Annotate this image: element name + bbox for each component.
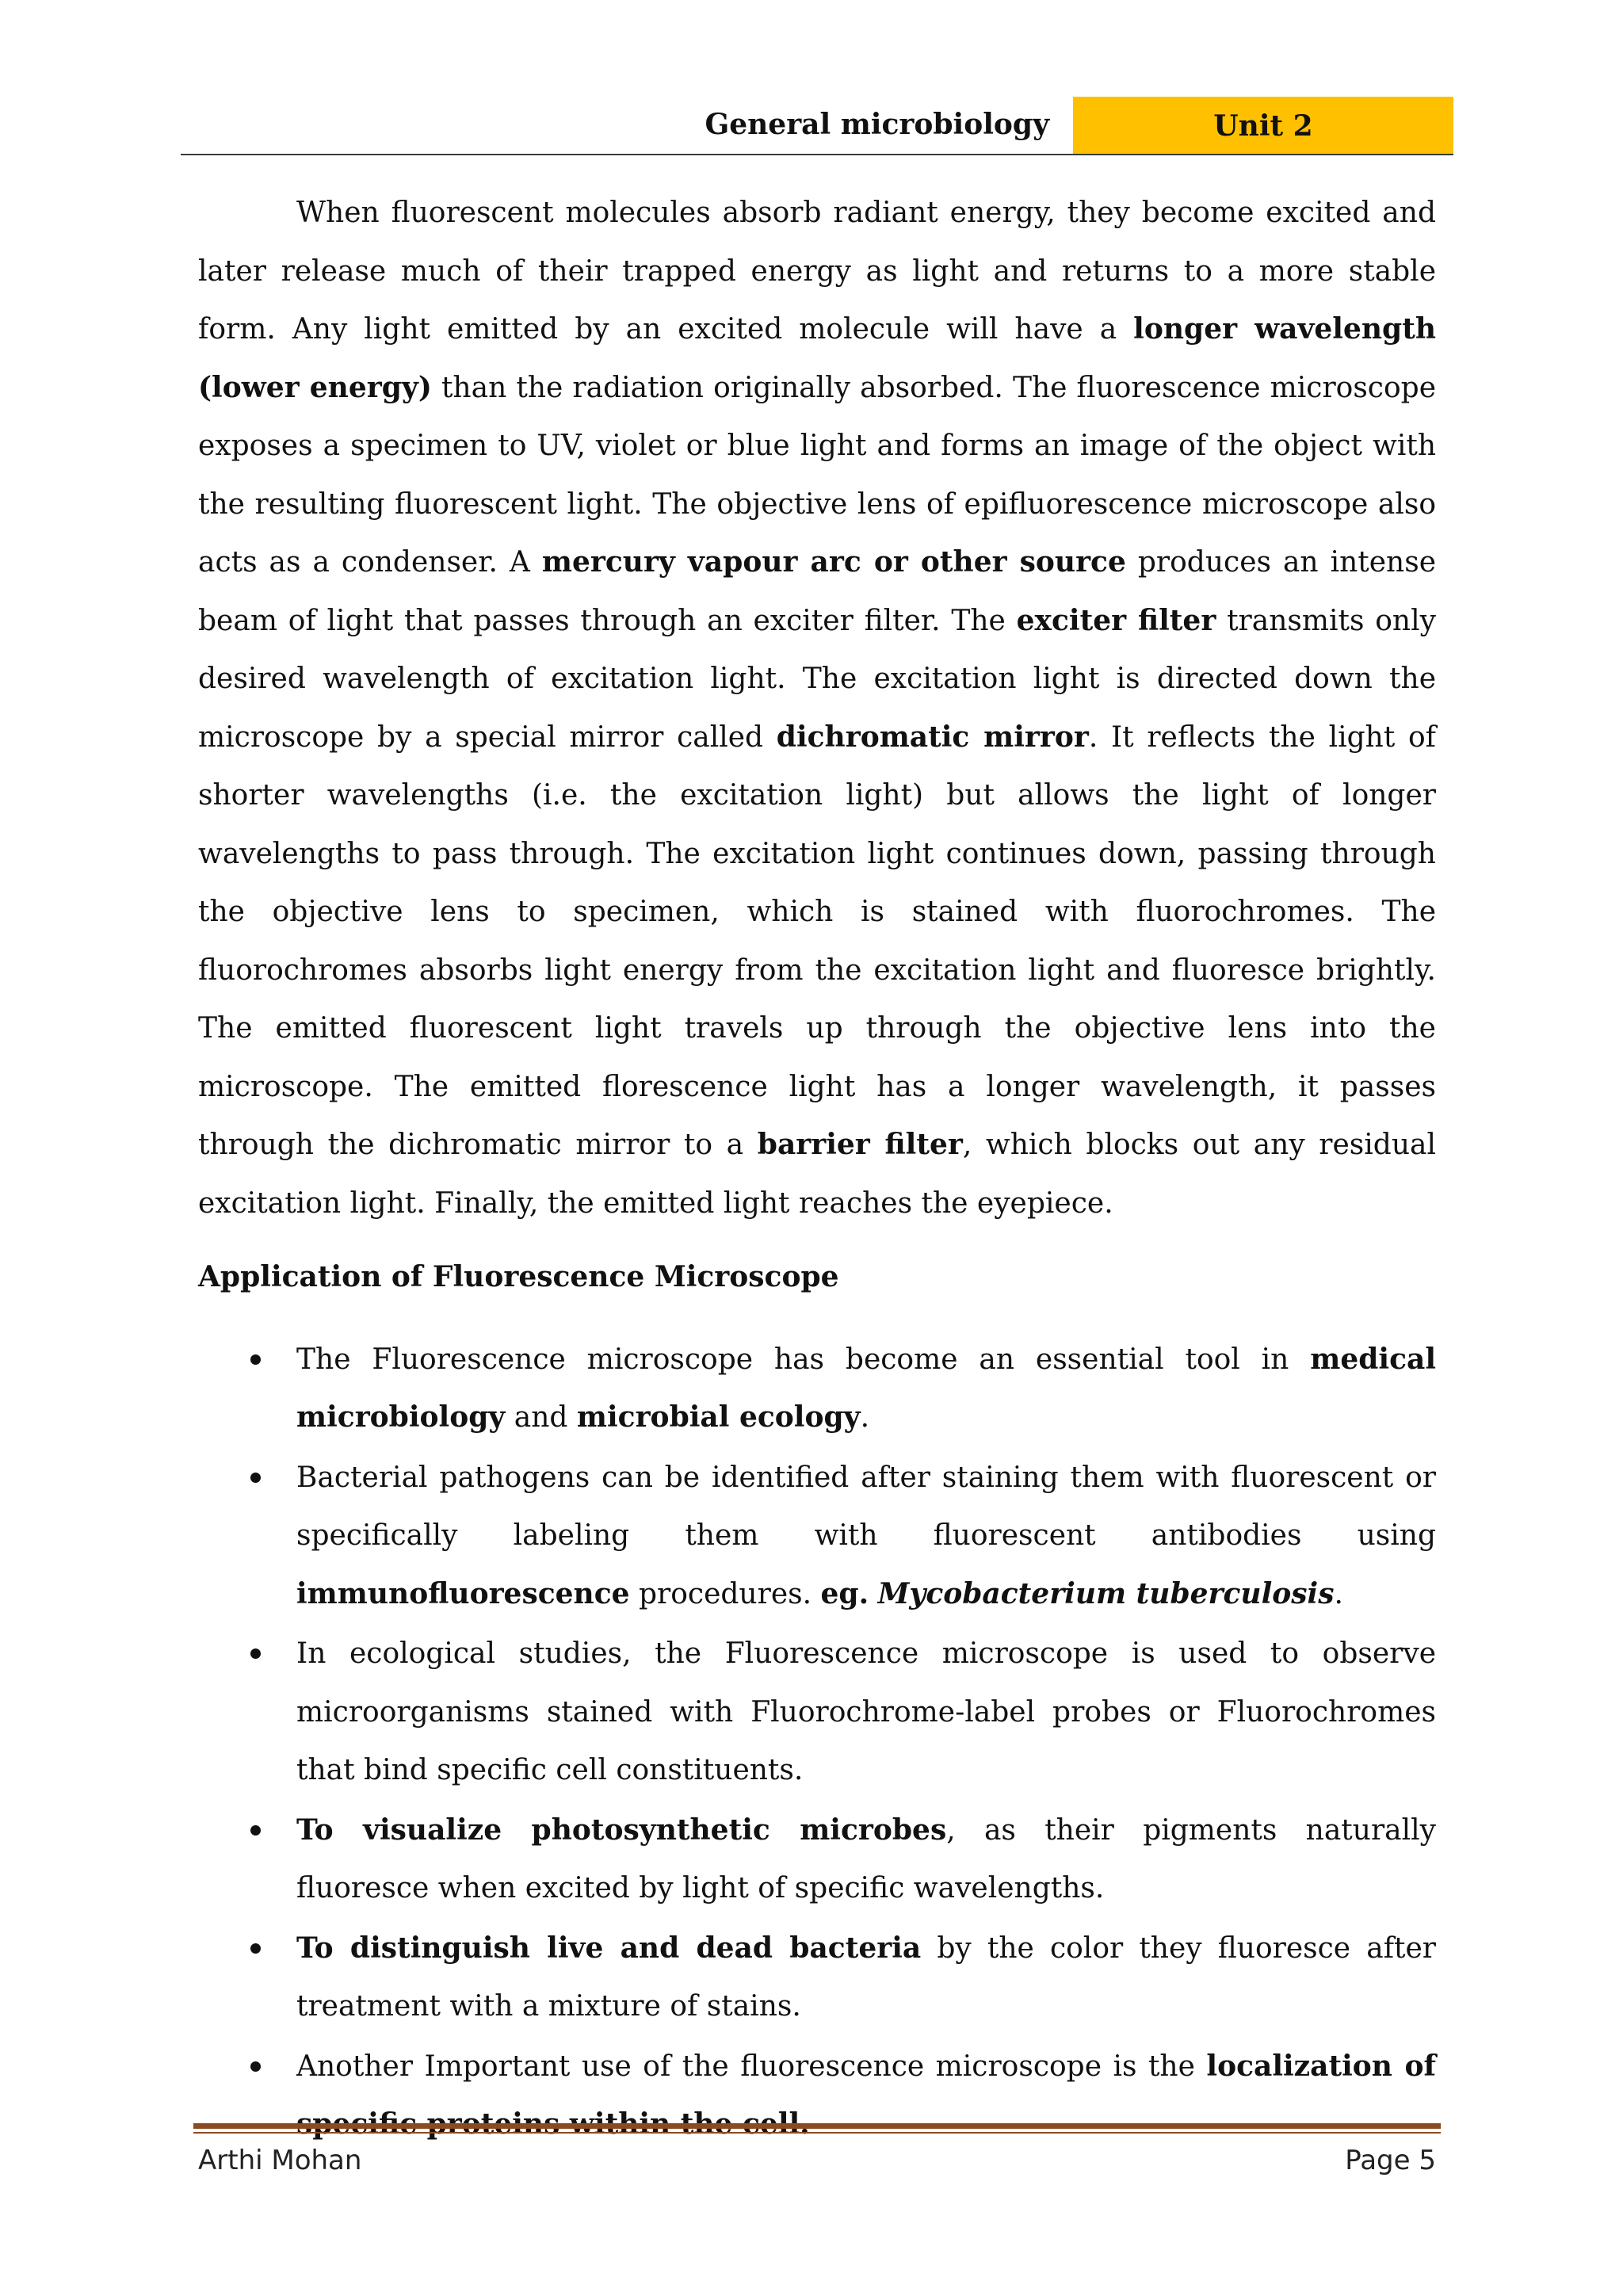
bullet-icon bbox=[250, 1648, 261, 1659]
page-number: Page 5 bbox=[1345, 2145, 1436, 2176]
paragraph-text: When fluorescent molecules absorb radiant energy, they become excited and later release much of their trapped energy as light and returns to a more stable form. Any light emitted by an excited molecule will have a bbox=[198, 197, 1436, 346]
paragraph-bold: dichromatic mirror bbox=[776, 720, 1089, 754]
list-item bbox=[198, 1920, 1436, 2036]
footer-rule bbox=[193, 2123, 1441, 2129]
paragraph-bold: longer wavelength (lower energy) bbox=[198, 312, 1437, 404]
list-item-text: Another Important use of the fluorescence microscope is the localization of bbox=[296, 2049, 1436, 2083]
list-item bbox=[198, 1449, 1436, 1624]
bullet-icon bbox=[250, 1825, 261, 1836]
footer-author: Arthi Mohan bbox=[198, 2145, 362, 2176]
paragraph-text: than the radiation originally absorbed. The fluorescence microscope exposes a specimen to UV, violet or blue light and forms an image of the object with the resulting fluorescent light. The objective lens of epifluorescence microscope also acts as a condenser. A bbox=[198, 371, 1436, 579]
header-unit-label: Unit 2 bbox=[1213, 109, 1313, 143]
list-item-text: Bacterial pathogens can be identified after staining them with fluorescent or specifically labeling them with fluorescent antibodies using immunofluorescence procedures. eg. Mycobacterium tuberculosis. bbox=[296, 1461, 1436, 1610]
list-item-text: The Fluorescence microscope has become an essential tool in medical microbiology and microbial ecology. bbox=[296, 1342, 1436, 1434]
bullet-icon bbox=[250, 2061, 261, 2072]
bullet-icon bbox=[250, 1354, 261, 1365]
list-item bbox=[198, 1331, 1436, 1447]
list-item bbox=[198, 2038, 1436, 2154]
paragraph-bold: exciter filter bbox=[1016, 603, 1216, 637]
paragraph-bold: barrier filter bbox=[757, 1128, 963, 1161]
list-item-text: To visualize photosynthetic microbes, as their pigments naturally fluoresce when excited by light of specific wavelengths. bbox=[296, 1813, 1436, 1904]
list-item-text: To distinguish live and dead bacteria by the color they fluoresce after treatment with a mixture of stains. bbox=[296, 1931, 1437, 2023]
header-rule bbox=[181, 154, 1453, 155]
list-item-text: In ecological studies, the Fluorescence microscope is used to observe microorganisms stained with Fluorochrome-label probes or Fluorochromes that bind specific cell constituents. bbox=[296, 1637, 1436, 1786]
paragraph-text: transmits only desired wavelength of excitation light. The excitation light is directed down the microscope by a special mirror called bbox=[198, 604, 1436, 754]
footer-rule-thin bbox=[193, 2132, 1441, 2134]
page-header bbox=[181, 97, 1453, 155]
applications-list bbox=[198, 1331, 1436, 2154]
header-unit-badge bbox=[1073, 97, 1453, 155]
bullet-icon bbox=[250, 1943, 261, 1954]
header-title: General microbiology bbox=[705, 108, 1049, 141]
section-heading: Application of Fluorescence Microscope bbox=[198, 1260, 839, 1293]
page-content bbox=[198, 184, 1436, 2156]
paragraph-text: , which blocks out any residual excitation light. Finally, the emitted light reaches the eyepiece. bbox=[198, 1129, 1437, 1220]
list-item bbox=[198, 1801, 1436, 1918]
paragraph-bold: mercury vapour arc or other source bbox=[541, 545, 1126, 579]
list-item bbox=[198, 1625, 1436, 1800]
paragraph-text: . It reflects the light of shorter wavelengths (i.e. the excitation light) but allows the light of longer wavelengths to pass through. The excitation light continues down, passing through the objective lens to specimen, which is stained with fluorochromes. The fluorochromes absorbs light energy from the excitation light and fluoresce brightly. The emitted fluorescent light travels up through the objective lens into the microscope. The emitted florescence light has a longer wavelength, it passes through the dichromatic mirror to a bbox=[198, 720, 1437, 1161]
bullet-icon bbox=[250, 1473, 261, 1483]
paragraph-text: produces an intense beam of light that passes through an exciter filter. The bbox=[198, 546, 1437, 637]
body-paragraph bbox=[198, 184, 1436, 1232]
